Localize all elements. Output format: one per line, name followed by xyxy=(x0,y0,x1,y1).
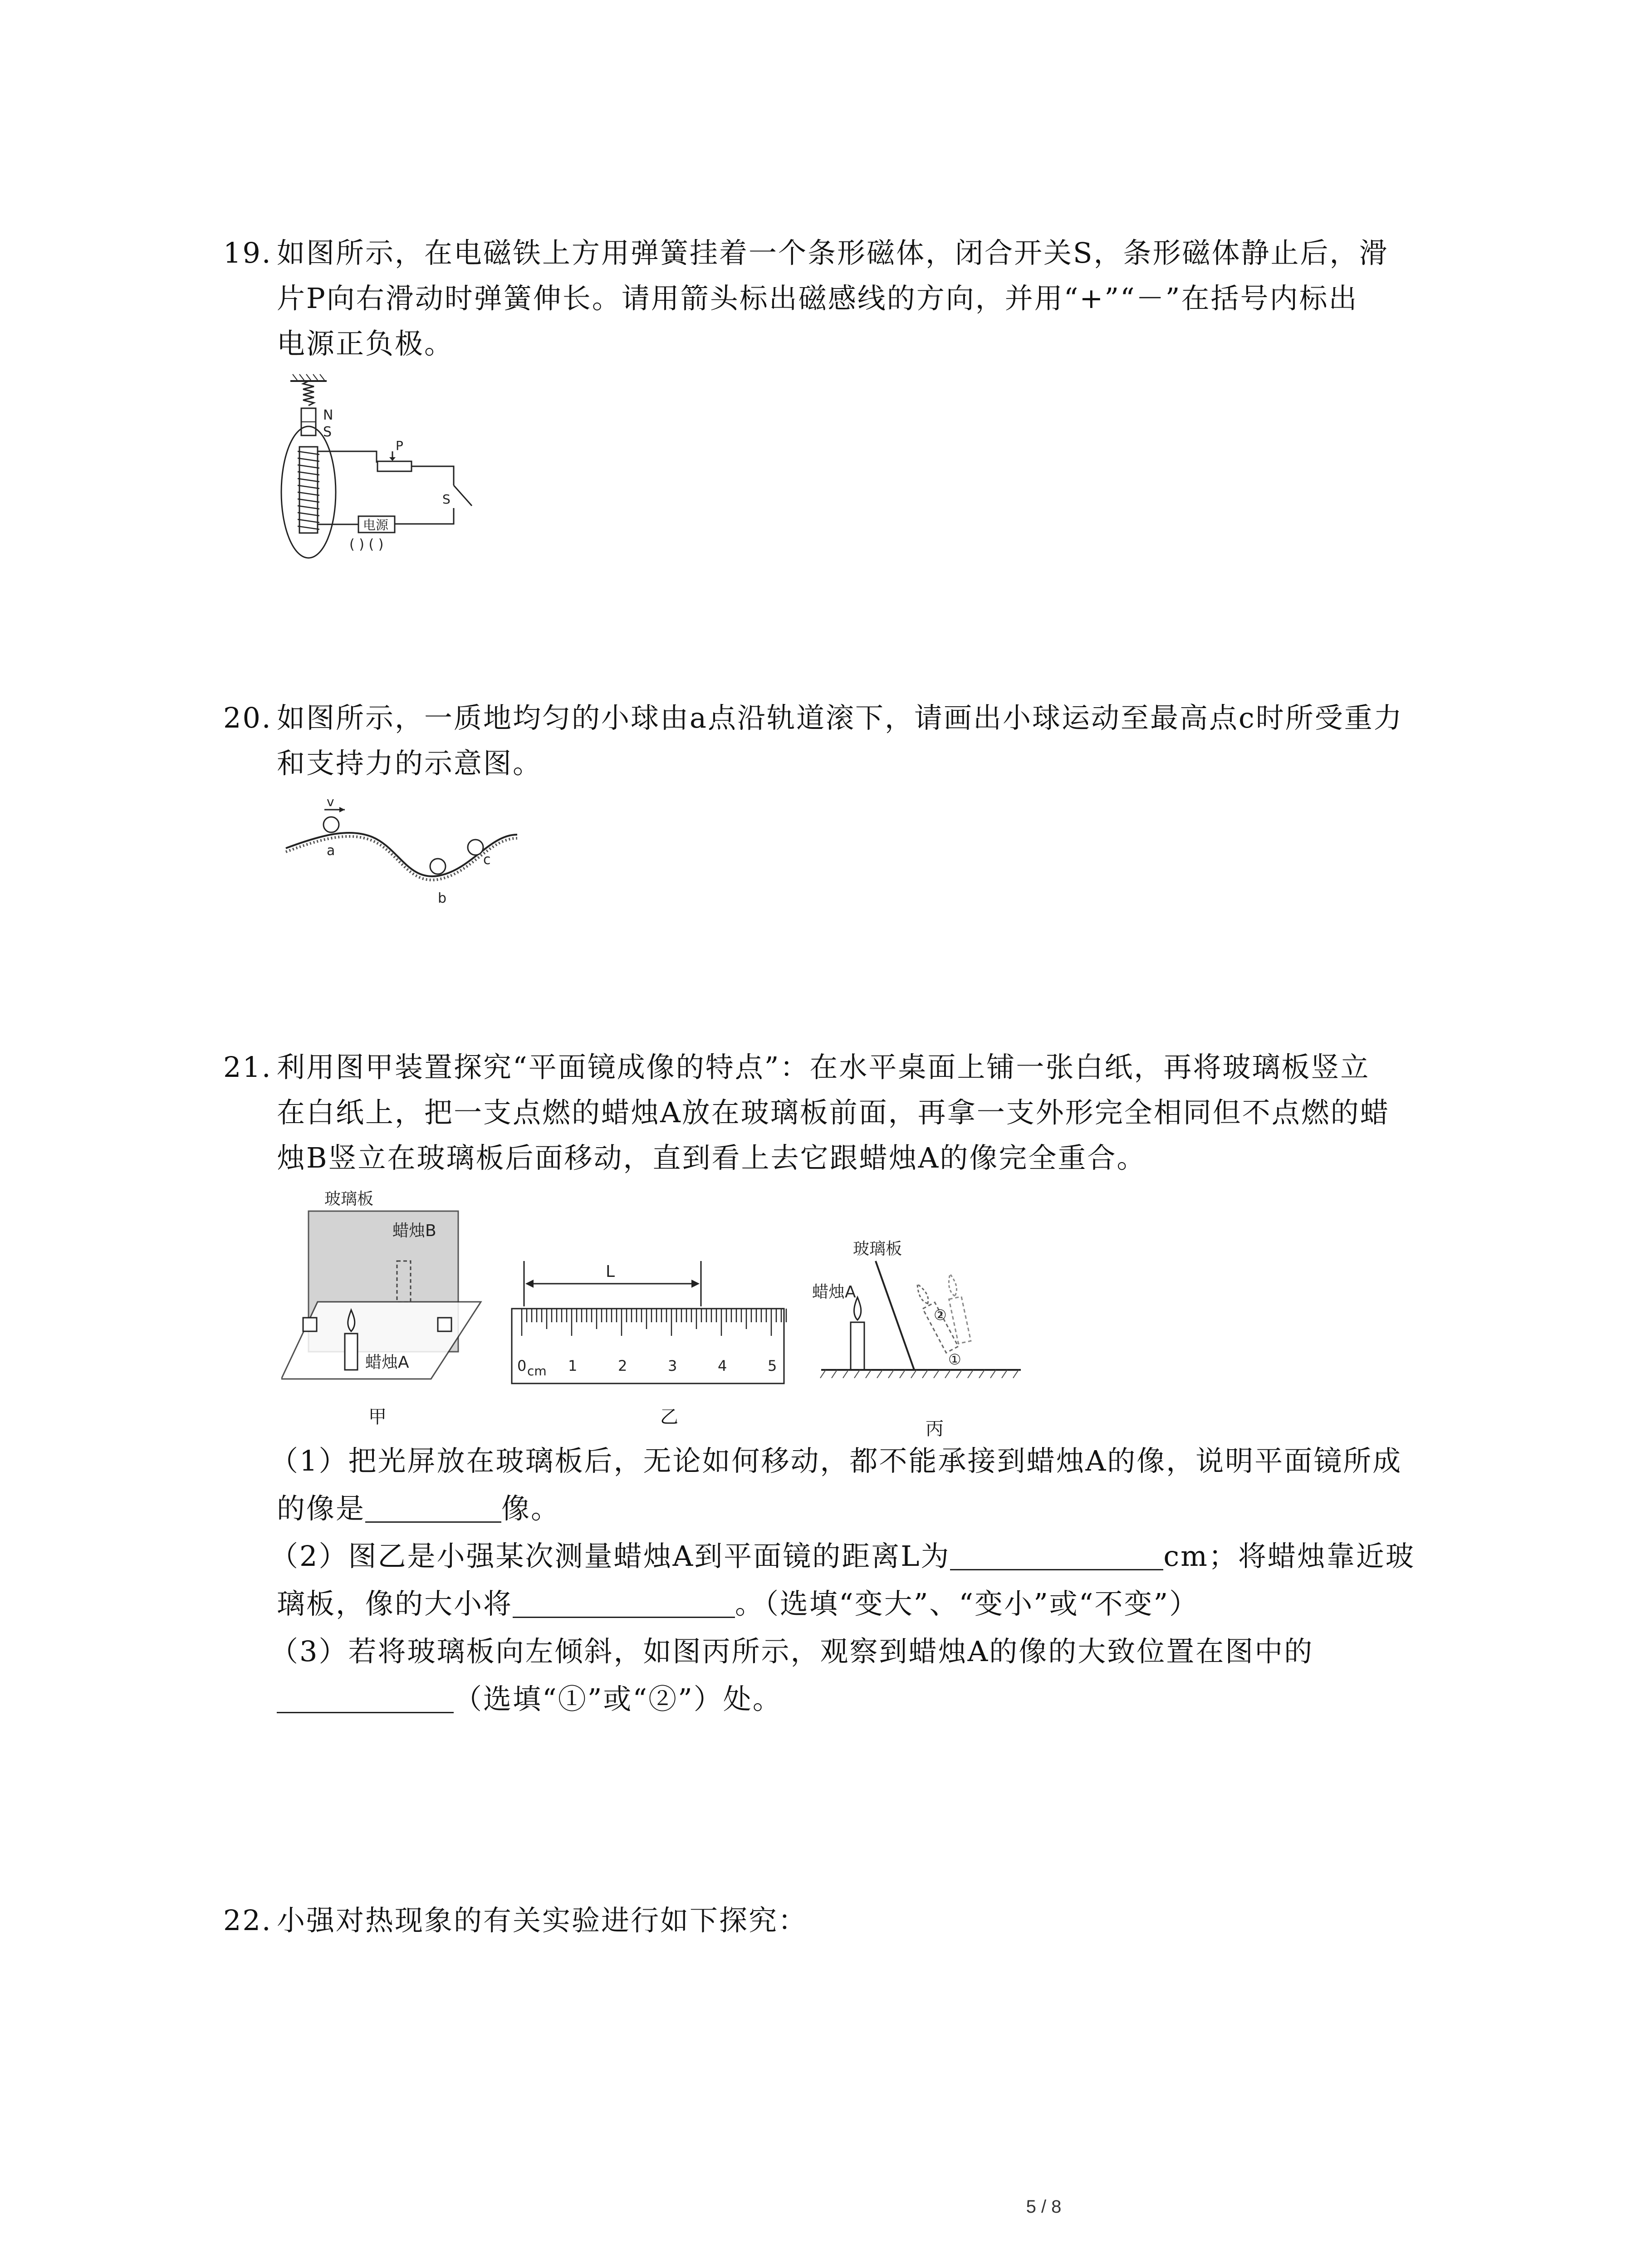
q21-number: 21. xyxy=(223,1051,272,1084)
q21-sub2b-suffix: 。（选填“变大”、“变小”或“不变”） xyxy=(735,1587,1199,1620)
q20-line-2: 和支持力的示意图。 xyxy=(277,747,543,780)
svg-text:( ) ( ): ( ) ( ) xyxy=(349,537,384,552)
svg-text:玻璃板: 玻璃板 xyxy=(853,1240,902,1258)
figure-bing-tilted-glass xyxy=(812,1234,1030,1397)
q21-sub1-line-2 xyxy=(277,1492,561,1525)
svg-text:2: 2 xyxy=(618,1357,627,1374)
svg-text:①: ① xyxy=(948,1351,961,1368)
electromagnet-circuit-figure xyxy=(272,372,508,567)
q21-sub3-line-1: （3）若将玻璃板向左倾斜，如图丙所示，观察到蜡烛A的像的大致位置在图中的 xyxy=(270,1635,1314,1668)
svg-text:蜡烛A: 蜡烛A xyxy=(365,1353,409,1372)
q21-sub2-prefix: （2）图乙是小强某次测量蜡烛A到平面镜的距离L为 xyxy=(270,1540,950,1573)
svg-text:1: 1 xyxy=(568,1357,578,1374)
figure-jia-glass-plate-setup xyxy=(281,1188,495,1383)
svg-text:cm: cm xyxy=(527,1364,547,1378)
svg-text:4: 4 xyxy=(718,1357,727,1374)
svg-text:c: c xyxy=(483,852,491,868)
q21-sub1-suffix: 像。 xyxy=(501,1492,561,1525)
q21-sub3-line-2 xyxy=(277,1682,782,1716)
q22-number: 22. xyxy=(223,1904,272,1937)
q21-line-1: 利用图甲装置探究“平面镜成像的特点”：在水平桌面上铺一张白纸，再将玻璃板竖立 xyxy=(277,1051,1370,1084)
q20-number: 20. xyxy=(223,701,272,734)
svg-text:a: a xyxy=(327,843,335,859)
svg-text:3: 3 xyxy=(668,1357,677,1374)
q21-sub3-position-blank[interactable] xyxy=(277,1686,454,1713)
q19-number: 19. xyxy=(223,236,272,269)
q21-sub2-distance-blank[interactable] xyxy=(950,1543,1163,1570)
q21-sub1-prefix: 的像是 xyxy=(277,1492,366,1525)
rolling-ball-track-figure xyxy=(281,792,535,914)
q19-line-1: 如图所示，在电磁铁上方用弹簧挂着一个条形磁体，闭合开关S，条形磁体静止后，滑 xyxy=(277,236,1389,269)
q21-sub2-size-blank[interactable] xyxy=(513,1590,735,1618)
svg-text:S: S xyxy=(442,492,451,507)
svg-text:5: 5 xyxy=(768,1357,777,1374)
q19-line-3: 电源正负极。 xyxy=(277,327,454,360)
q21-sub3-suffix: （选填“①”或“②”）处。 xyxy=(454,1682,782,1716)
figure-jia-caption: 甲 xyxy=(368,1407,387,1427)
q20-line-1: 如图所示，一质地均匀的小球由a点沿轨道滚下，请画出小球运动至最高点c时所受重力 xyxy=(277,701,1403,734)
q21-line-3: 烛B竖立在玻璃板后面移动，直到看上去它跟蜡烛A的像完全重合。 xyxy=(277,1141,1146,1174)
q19-line-2: 片P向右滑动时弹簧伸长。请用箭头标出磁感线的方向，并用“+”“－”在括号内标出 xyxy=(277,282,1358,315)
svg-text:电源: 电源 xyxy=(363,518,389,533)
svg-text:蜡烛A: 蜡烛A xyxy=(812,1283,856,1301)
svg-text:蜡烛B: 蜡烛B xyxy=(392,1222,436,1240)
q21-sub2b-prefix: 璃板，像的大小将 xyxy=(277,1587,513,1620)
figure-yi-caption: 乙 xyxy=(660,1407,678,1427)
svg-text:P: P xyxy=(396,438,403,453)
svg-text:L: L xyxy=(606,1262,615,1281)
svg-text:玻璃板: 玻璃板 xyxy=(324,1190,374,1208)
svg-text:0: 0 xyxy=(517,1357,527,1374)
svg-text:v: v xyxy=(327,794,334,809)
svg-text:S: S xyxy=(323,424,332,440)
svg-text:N: N xyxy=(323,407,333,423)
q22-line-1: 小强对热现象的有关实验进行如下探究： xyxy=(277,1904,808,1937)
q21-sub1-line-1: （1）把光屏放在玻璃板后，无论如何移动，都不能承接到蜡烛A的像，说明平面镜所成 xyxy=(270,1444,1402,1477)
q21-sub2-line-2 xyxy=(277,1587,1199,1620)
q21-sub2-suffix: cm；将蜡烛靠近玻 xyxy=(1163,1540,1415,1573)
figure-bing-caption: 丙 xyxy=(926,1418,944,1439)
svg-text:b: b xyxy=(438,890,447,906)
q21-sub1-answer-blank[interactable] xyxy=(365,1495,501,1523)
q21-line-2: 在白纸上，把一支点燃的蜡烛A放在玻璃板前面，再拿一支外形完全相同但不点燃的蜡 xyxy=(277,1096,1390,1129)
q21-sub2-line-1 xyxy=(270,1540,1415,1573)
page-number: 5 / 8 xyxy=(1026,2197,1062,2217)
svg-text:②: ② xyxy=(934,1306,947,1324)
figure-yi-ruler xyxy=(508,1252,789,1388)
